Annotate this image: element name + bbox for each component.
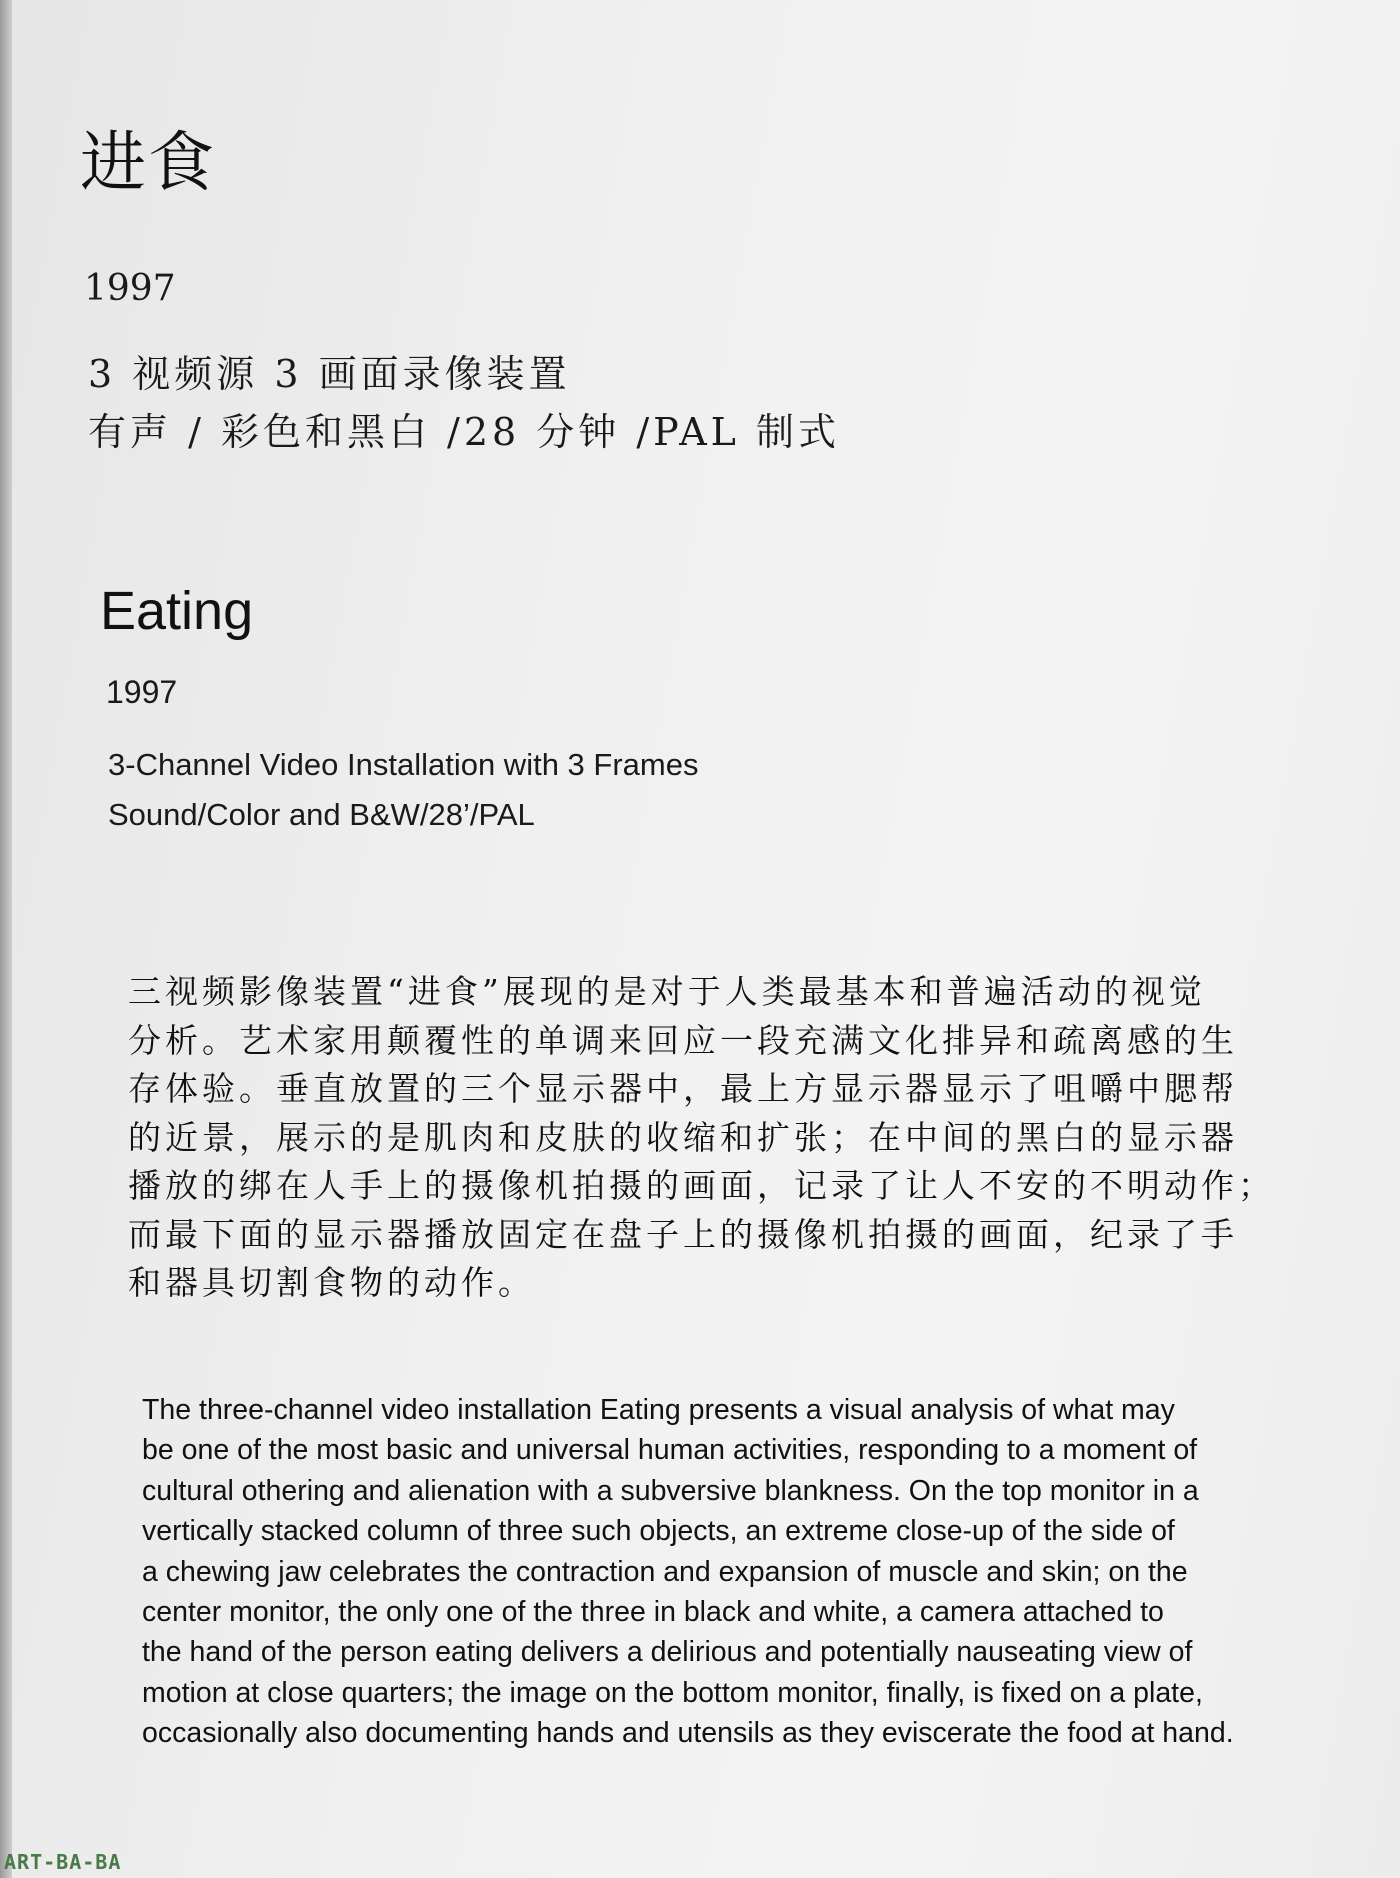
english-description-line: The three-channel video installation Eating presents a visual analysis of what may — [142, 1394, 1175, 1426]
chinese-description-line: 分析。艺术家用颠覆性的单调来回应一段充满文化排异和疏离感的生 — [128, 1020, 1238, 1060]
english-description-line: cultural othering and alienation with a subversive blankness. On the top monitor in a — [142, 1474, 1199, 1507]
english-title: Eating — [100, 581, 254, 641]
english-description-line: a chewing jaw celebrates the contraction and expansion of muscle and skin; on the — [142, 1555, 1188, 1588]
chinese-subtitle-line: 有声 / 彩色和黑白 /28 分钟 /PAL 制式 — [88, 410, 840, 454]
english-description-line: be one of the most basic and universal human activities, responding to a moment of — [142, 1434, 1198, 1467]
english-subtitle-line: Sound/Color and B&W/28’/PAL — [108, 797, 535, 832]
english-subtitle-line: 3-Channel Video Installation with 3 Frames — [108, 747, 699, 782]
english-year: 1997 — [106, 674, 178, 710]
chinese-description-line: 三视频影像装置“进食”展现的是对于人类最基本和普遍活动的视觉 — [128, 972, 1206, 1011]
wall-edge-shadow — [0, 0, 12, 1878]
watermark: ART-BA-BA — [4, 1850, 122, 1874]
english-description — [142, 1390, 1234, 1754]
english-description-line: vertically stacked column of three such objects, an extreme close-up of the side of — [142, 1515, 1175, 1548]
chinese-subtitle — [88, 345, 840, 461]
chinese-description-line: 的近景，展示的是肌肉和皮肤的收缩和扩张；在中间的黑白的显示器 — [128, 1117, 1238, 1157]
chinese-title: 进食 — [80, 124, 216, 201]
english-description-line: occasionally also documenting hands and utensils as they eviscerate the food at hand. — [142, 1717, 1234, 1750]
chinese-description-line: 而最下面的显示器播放固定在盘子上的摄像机拍摄的画面，纪录了手 — [128, 1214, 1238, 1254]
chinese-subtitle-line: 3 视频源 3 画面录像装置 — [88, 352, 571, 396]
chinese-description-line: 存体验。垂直放置的三个显示器中，最上方显示器显示了咀嚼中腮帮 — [128, 1069, 1238, 1108]
english-description-line: the hand of the person eating delivers a delirious and potentially nauseating view of — [142, 1636, 1193, 1669]
chinese-description-line: 和器具切割食物的动作。 — [128, 1263, 535, 1302]
english-description-line: center monitor, the only one of the three in black and white, a camera attached to — [142, 1596, 1164, 1629]
english-description-line: motion at close quarters; the image on the bottom monitor, finally, is fixed on a plate, — [142, 1676, 1203, 1709]
chinese-description — [128, 968, 1343, 1308]
chinese-description-line: 播放的绑在人手上的摄像机拍摄的画面，记录了让人不安的不明动作； — [128, 1166, 1275, 1205]
english-subtitle — [108, 740, 698, 840]
chinese-year: 1997 — [84, 268, 176, 309]
